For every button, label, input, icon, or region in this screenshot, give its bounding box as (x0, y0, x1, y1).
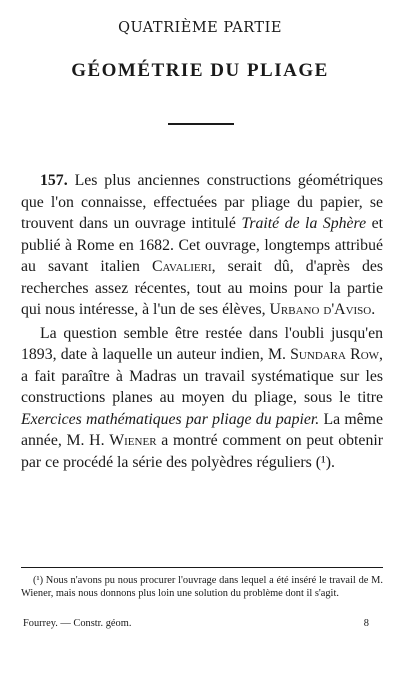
book-title: Exercices mathématiques par pliage du papier. (21, 410, 320, 428)
page-footer (21, 618, 383, 629)
paragraph-text: , serait dû, d'après des recherches assez récentes, tout au moins pour la partie qui nous intéresse, à l'un de ses élèves, (21, 258, 383, 318)
paragraph-text: a montré comment on peut obtenir par ce procédé la série des polyèdres réguliers (¹). (21, 432, 383, 471)
person-name: Cavalieri (152, 258, 212, 275)
paragraph-157 (21, 170, 383, 321)
footnote-divider (21, 567, 383, 568)
section-number: 157. (40, 172, 68, 189)
paragraph-text: La question semble être restée dans l'oubli jusqu'en 1893, date à laquelle un auteur indien, M. (21, 324, 383, 363)
book-title: Traité de la Sphère (241, 215, 367, 232)
paragraph-text: Les plus anciennes constructions géométriques que l'on connaisse, effectuées par pliage du papier, se trouvent dans un ouvrage intitulé (21, 172, 383, 232)
footer-citation: Fourrey. — Constr. géom. (23, 618, 132, 629)
person-name: Sundara Row (290, 346, 380, 363)
title-divider (168, 123, 234, 125)
paragraph-text: . (371, 301, 376, 318)
person-name: Wiener (109, 432, 157, 449)
paragraph-2 (21, 323, 383, 474)
paragraph-text: La même année, M. H. (21, 410, 383, 449)
footnote: (¹) Nous n'avons pu nous procurer l'ouvrage dans lequel a été inséré le travail de M. Wiener, mais nous donnons plus loin une solution du problème dont il s'agit. (21, 575, 383, 599)
body-text (21, 170, 383, 473)
chapter-title: GÉOMÉTRIE DU PLIAGE (71, 60, 329, 81)
page-number: 8 (363, 618, 369, 629)
paragraph-text: et publié à Rome en 1682. Cet ouvrage, longtemps attribué au savant italien (21, 215, 383, 275)
person-name: Urbano d'Aviso (269, 301, 372, 318)
paragraph-text: , a fait paraître à Madras un travail systématique sur les constructions planes au moyen du pliage, sous le titre (21, 346, 383, 406)
part-title: QUATRIÈME PARTIE (118, 20, 282, 36)
